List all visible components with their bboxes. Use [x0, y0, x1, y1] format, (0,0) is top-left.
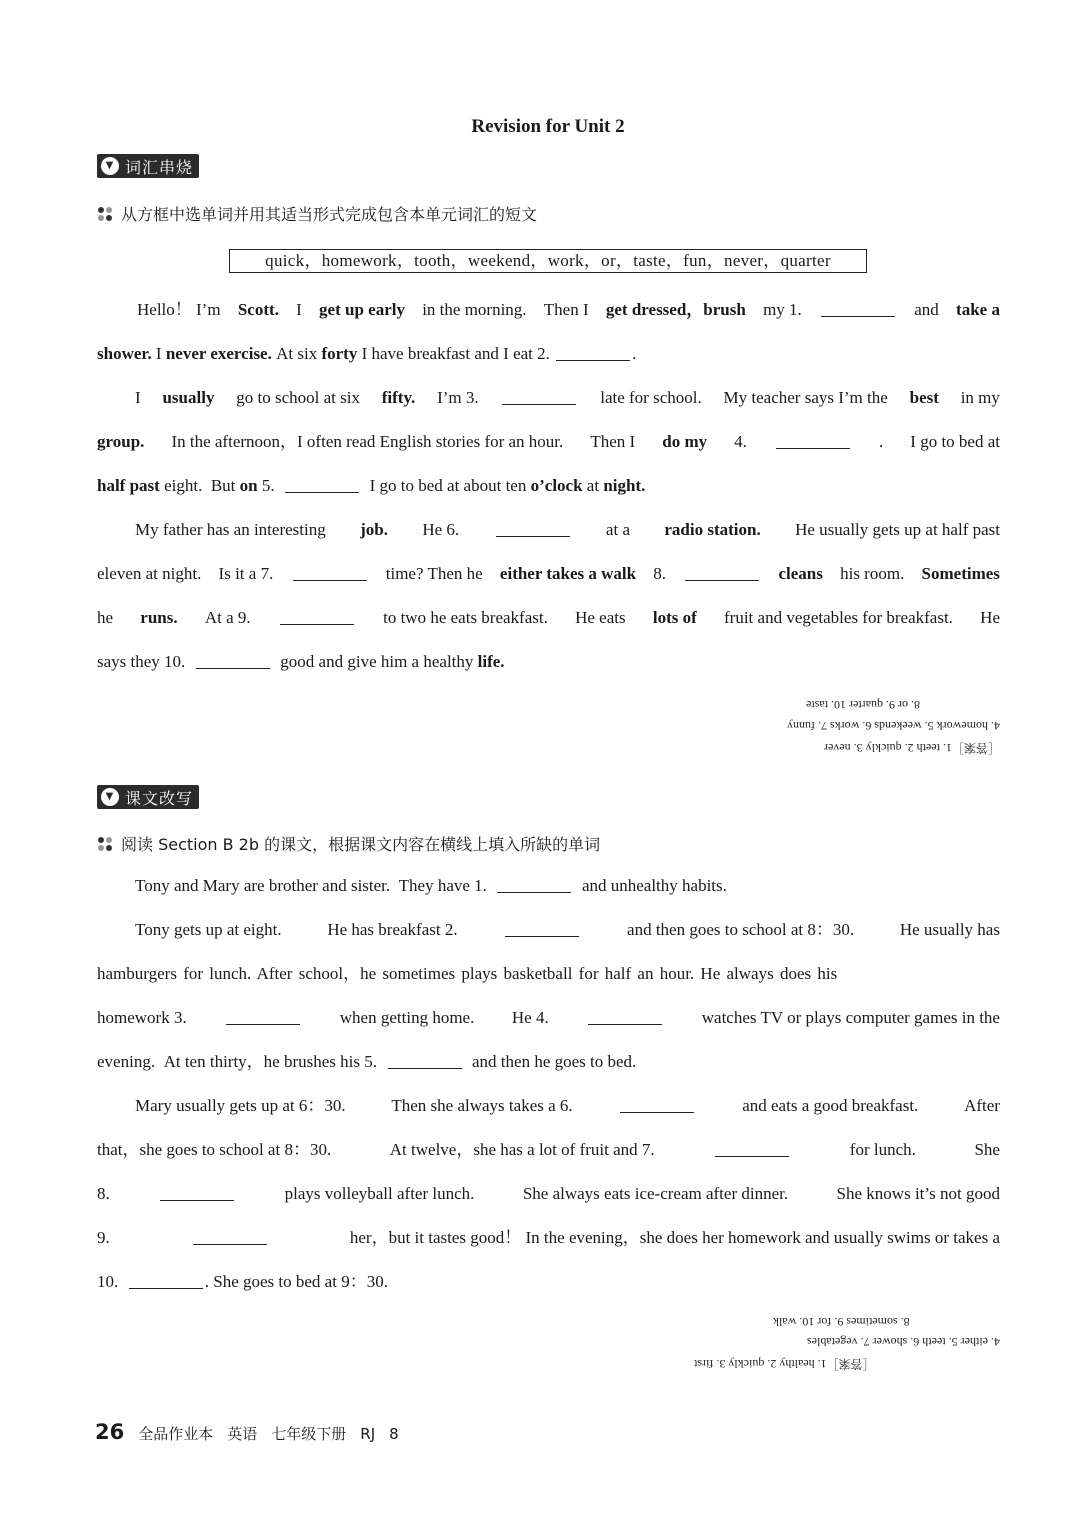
text: and unhealthy habits.: [581, 876, 727, 895]
text: says they 10.: [97, 652, 186, 671]
text: fruit and vegetables for breakfast.: [724, 608, 953, 627]
volume-number: 8: [389, 1425, 399, 1443]
text: on: [239, 476, 258, 495]
text: .: [204, 1272, 209, 1291]
text: She always eats ice-cream after dinner.: [522, 1184, 789, 1203]
text: do my: [662, 432, 708, 451]
passage2-line6: [97, 1094, 1000, 1118]
text: hamburgers for lunch. After school，he sometimes plays basketball for half an hour. He always does his: [97, 964, 838, 983]
text: and eats a good breakfast.: [742, 1096, 919, 1115]
answer-line: 8. sometimes 9. for 10. walk: [773, 1315, 910, 1329]
text: They have 1.: [398, 876, 487, 895]
text: She goes to bed at 9：30.: [213, 1272, 388, 1291]
dots-icon: [97, 206, 113, 222]
page-footer: [95, 1420, 413, 1444]
text: usually: [162, 388, 215, 407]
blank-4[interactable]: [776, 430, 850, 449]
blank-10[interactable]: [196, 650, 270, 669]
text: homework 3.: [97, 1008, 187, 1027]
text: group.: [97, 432, 145, 451]
text: best: [909, 388, 939, 407]
text: that，she goes to school at 8：30.: [97, 1140, 332, 1159]
text: He eats: [575, 608, 626, 627]
text: night.: [603, 476, 646, 495]
text: At twelve，she has a lot of fruit and 7.: [389, 1140, 655, 1159]
text: forty: [321, 344, 358, 363]
blank-7[interactable]: [293, 562, 367, 581]
section2-instruction: [97, 832, 600, 855]
text: at: [586, 476, 600, 495]
text: He has breakfast 2.: [327, 920, 458, 939]
text: He: [980, 608, 1000, 627]
blank-9[interactable]: [193, 1226, 267, 1245]
text: shower.: [97, 344, 152, 363]
text: In the afternoon，I often read English stories for an hour.: [171, 432, 564, 451]
answer-line: 4. homework 5. weekends 6. works 7. funny: [787, 719, 1000, 733]
blank-3[interactable]: [502, 386, 576, 405]
passage2-line2: [97, 918, 1000, 942]
text: good and give him a healthy: [280, 652, 474, 671]
text: He usually gets up at half past: [795, 520, 1000, 539]
passage2-line4: [97, 1006, 1000, 1030]
text: At six: [276, 344, 318, 363]
text: go to school at six: [236, 388, 360, 407]
instruction-text: 阅读 Section B 2b 的课文，根据课文内容在横线上填入所缺的单词: [121, 835, 601, 854]
blank-4[interactable]: [588, 1006, 662, 1025]
blank-8[interactable]: [160, 1182, 234, 1201]
text: half past: [97, 476, 160, 495]
text: I: [135, 388, 141, 407]
text: eleven at night.: [97, 564, 202, 583]
passage1-line5: [97, 474, 1000, 498]
text: I’m 3.: [437, 388, 479, 407]
blank-10[interactable]: [129, 1270, 203, 1289]
text: late for school.: [600, 388, 702, 407]
passage2-line3: [97, 962, 1000, 986]
text: He 4.: [511, 1008, 549, 1027]
text: He usually has: [899, 920, 1000, 939]
section1-instruction: [97, 202, 537, 225]
blank-5[interactable]: [285, 474, 359, 493]
text: Tony and Mary are brother and sister.: [135, 876, 391, 895]
blank-2[interactable]: [556, 342, 630, 361]
section-tag-label: 课文改写: [125, 788, 194, 808]
text: Then I: [590, 432, 636, 451]
text: to two he eats breakfast.: [383, 608, 548, 627]
text: fifty.: [381, 388, 416, 407]
text: I have breakfast and I eat 2.: [361, 344, 550, 363]
text: After: [964, 1096, 1000, 1115]
text: I go to bed at about ten: [369, 476, 527, 495]
passage1-line2: [97, 342, 1000, 366]
text: and then he goes to bed.: [472, 1052, 637, 1071]
text: At a 9.: [204, 608, 251, 627]
page-title: Revision for Unit 2: [471, 116, 625, 137]
answer-line: ［答案］1. healthy 2. quickly 3. first: [694, 1357, 875, 1371]
text: Hello！ I’m: [137, 300, 221, 319]
passage1-line9: [97, 650, 1000, 674]
answer-line: ［答案］1. teeth 2. quickly 3. never: [824, 741, 1000, 755]
passage1-line8: [97, 606, 1000, 630]
text: for lunch.: [849, 1140, 916, 1159]
text: But: [210, 476, 236, 495]
text: either takes a walk: [499, 564, 637, 583]
text: 5.: [261, 476, 275, 495]
text: He 6.: [422, 520, 460, 539]
text: 8.: [653, 564, 667, 583]
text: Sometimes: [921, 564, 1000, 583]
text: my 1.: [763, 300, 802, 319]
passage1-line7: [97, 562, 1000, 586]
text: Then I: [543, 300, 589, 319]
book-name: 全品作业本: [138, 1425, 214, 1443]
text: I go to bed at: [910, 432, 1000, 451]
text: and then goes to school at 8：30.: [627, 920, 855, 939]
chevron-down-icon: ▼: [101, 157, 119, 175]
text: evening.: [97, 1052, 156, 1071]
text: Tony gets up at eight.: [135, 920, 282, 939]
answer-line: 8. or 9. quarter 10. taste: [806, 698, 920, 712]
blank-2[interactable]: [505, 918, 579, 937]
text: 4.: [734, 432, 747, 451]
text: cleans: [778, 564, 823, 583]
text: he: [97, 608, 114, 627]
text: My teacher says I’m the: [723, 388, 888, 407]
dots-icon: [97, 836, 113, 852]
blank-9[interactable]: [280, 606, 354, 625]
page-number: 26: [95, 1420, 125, 1444]
passage1-line1: [97, 298, 1000, 322]
blank-8[interactable]: [685, 562, 759, 581]
chevron-down-icon: ▼: [101, 788, 119, 806]
blank-6[interactable]: [496, 518, 570, 537]
text: time? Then he: [385, 564, 483, 583]
text: and: [914, 300, 939, 319]
text: I: [155, 344, 162, 363]
text: She: [974, 1140, 1000, 1159]
text: Is it a 7.: [218, 564, 274, 583]
text: I: [296, 300, 302, 319]
text: at a: [605, 520, 630, 539]
text: get dressed，brush: [605, 300, 746, 319]
text: 9.: [97, 1228, 110, 1247]
text: lots of: [652, 608, 697, 627]
blank-7[interactable]: [715, 1138, 789, 1157]
passage2-line7: [97, 1138, 1000, 1162]
text: when getting home.: [339, 1008, 475, 1027]
passage2-line10: [97, 1270, 1000, 1294]
passage2-line1: [97, 874, 1000, 898]
passage1-line4: [97, 430, 1000, 454]
word-box: quick，homework，tooth，weekend，work，or，taste，fun，never，quarter: [229, 249, 867, 273]
section-tag-vocabulary: [97, 154, 199, 178]
answer-line: 4. either 5. teeth 6. shower 7. vegetables: [807, 1335, 1000, 1349]
text: .: [632, 344, 637, 363]
text: .: [879, 432, 884, 451]
text: in my: [960, 388, 1000, 407]
instruction-text: 从方框中选单词并用其适当形式完成包含本单元词汇的短文: [121, 205, 538, 224]
blank-5[interactable]: [388, 1050, 462, 1069]
passage2-line9: [97, 1226, 1000, 1250]
text: Scott.: [237, 300, 279, 319]
text: At ten thirty，he brushes his 5.: [163, 1052, 377, 1071]
passage1-line3: [97, 386, 1000, 410]
text: She knows it’s not good: [836, 1184, 1000, 1203]
text: Mary usually gets up at 6：30.: [135, 1096, 346, 1115]
text: plays volleyball after lunch.: [284, 1184, 475, 1203]
text: Then she always takes a 6.: [391, 1096, 573, 1115]
section-tag-text-rewrite: [97, 785, 199, 809]
blank-1[interactable]: [497, 874, 571, 893]
section-tag-label: 词汇串烧: [125, 157, 194, 177]
text: take a: [956, 300, 1000, 319]
text: radio station.: [664, 520, 761, 539]
text: her，but it tastes good！ In the evening，she does her homework and usually swims or takes a: [349, 1228, 1000, 1247]
text: o’clock: [530, 476, 583, 495]
passage2-line8: [97, 1182, 1000, 1206]
text: his room.: [840, 564, 905, 583]
blank-3[interactable]: [226, 1006, 300, 1025]
text: get up early: [319, 300, 405, 319]
grade: 七年级下册: [271, 1425, 347, 1443]
text: 10.: [97, 1272, 119, 1291]
passage2-line5: [97, 1050, 1000, 1074]
text: runs.: [140, 608, 178, 627]
passage1-line6: [97, 518, 1000, 542]
text: watches TV or plays computer games in the: [701, 1008, 1000, 1027]
text: 8.: [97, 1184, 110, 1203]
text: life.: [477, 652, 505, 671]
text: never exercise.: [165, 344, 272, 363]
subject: 英语: [227, 1425, 258, 1443]
blank-1[interactable]: [821, 298, 895, 317]
text: in the morning.: [422, 300, 527, 319]
text: eight.: [164, 476, 203, 495]
blank-6[interactable]: [620, 1094, 694, 1113]
text: My father has an interesting: [135, 520, 326, 539]
edition: RJ: [360, 1425, 376, 1443]
text: job.: [360, 520, 388, 539]
